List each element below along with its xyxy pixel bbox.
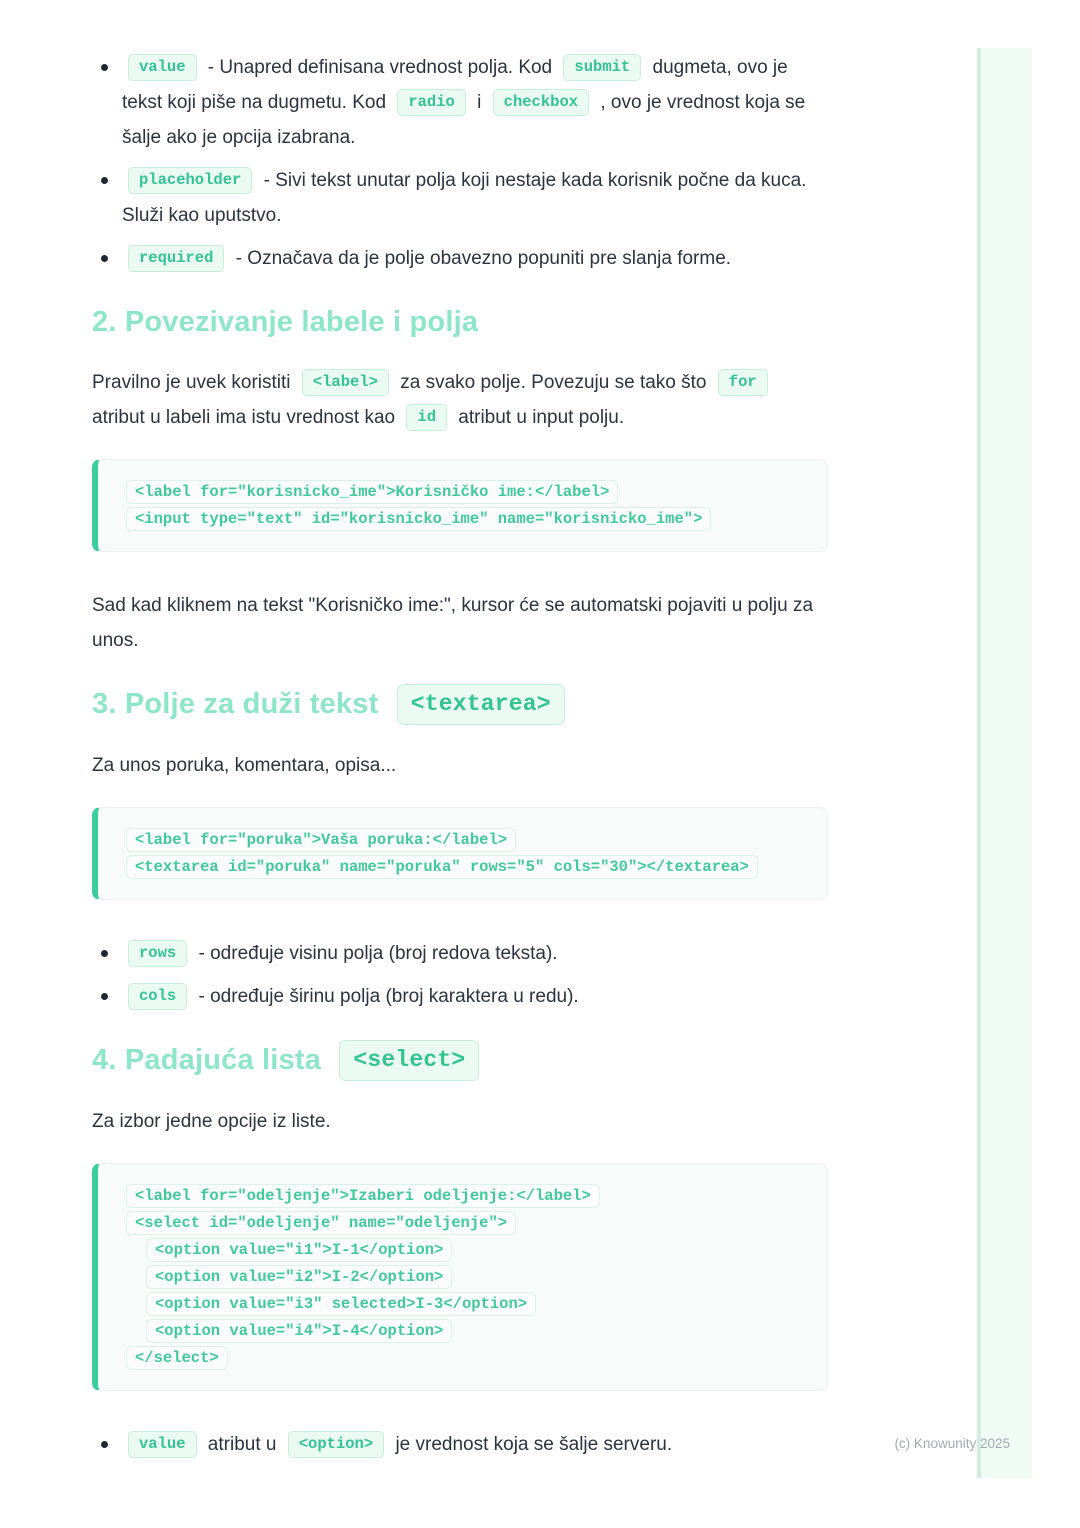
code-line-text: <select id="odeljenje" name="odeljenje"> xyxy=(126,1211,516,1235)
bullet-placeholder-attribute xyxy=(92,163,828,233)
text-run: 4. Padajuća lista xyxy=(92,1044,322,1076)
code-line-text: <option value="i3" selected>I-3</option> xyxy=(146,1292,536,1316)
inline-code-badge: cols xyxy=(128,983,187,1010)
section-heading-3 xyxy=(92,684,828,725)
document-content xyxy=(92,50,828,1470)
text-run: Za izbor jedne opcije iz liste. xyxy=(92,1111,331,1132)
text-run: - Označava da je polje obavezno popuniti pre slanja forme. xyxy=(235,248,732,269)
text-run: Pravilno je uvek koristiti xyxy=(92,372,291,393)
paragraph-label-click xyxy=(92,588,828,658)
text-run: - određuje visinu polja (broj redova teksta). xyxy=(198,943,558,964)
code-block-label-input xyxy=(92,459,828,552)
inline-code-badge: for xyxy=(718,369,768,396)
inline-code-badge: placeholder xyxy=(128,167,252,194)
text-run: , ovo je vrednost koja se šalje ako je opcija izabrana. xyxy=(122,92,806,148)
bullet-value-attribute xyxy=(92,50,828,155)
bullet-dot xyxy=(101,177,108,184)
text-run: atribut u input polju. xyxy=(458,407,625,428)
text-run: atribut u xyxy=(207,1434,277,1455)
text-run: 2. Povezivanje labele i polja xyxy=(92,306,479,338)
text-run: Sad kad kliknem na tekst "Korisničko ime:", kursor će se automatski pojaviti u polju za unos. xyxy=(92,595,814,651)
inline-code-badge: <label> xyxy=(302,369,389,396)
code-line xyxy=(126,1346,799,1370)
bullet-rows-attribute xyxy=(92,936,828,971)
text-run: za svako polje. Povezuju se tako što xyxy=(400,372,707,393)
inline-code-badge: rows xyxy=(128,940,187,967)
code-line xyxy=(126,1265,799,1289)
paragraph-label-intro xyxy=(92,365,828,435)
page-edge-strip xyxy=(977,48,1032,1478)
code-line-text: <option value="i2">I-2</option> xyxy=(146,1265,452,1289)
inline-code-badge: required xyxy=(128,245,224,272)
bullet-dot xyxy=(101,64,108,71)
code-line xyxy=(126,855,799,879)
code-line-text: <textarea id="poruka" name="poruka" rows="5" cols="30"></textarea> xyxy=(126,855,758,879)
code-line xyxy=(126,507,799,531)
code-line xyxy=(126,480,799,504)
inline-code-badge: submit xyxy=(563,54,641,81)
inline-code-badge: <textarea> xyxy=(397,684,565,725)
text-run: Za unos poruka, komentara, opisa... xyxy=(92,755,397,776)
code-line xyxy=(126,1319,799,1343)
code-line-text: <option value="i4">I-4</option> xyxy=(146,1319,452,1343)
code-line xyxy=(126,828,799,852)
paragraph-select-intro xyxy=(92,1104,828,1139)
bullet-dot xyxy=(101,993,108,1000)
bullet-cols-attribute xyxy=(92,979,828,1014)
code-line xyxy=(126,1238,799,1262)
inline-code-badge: checkbox xyxy=(493,89,589,116)
text-run: atribut u labeli ima istu vrednost kao xyxy=(92,407,396,428)
section-heading-2 xyxy=(92,302,828,342)
code-line-text: <option value="i1">I-1</option> xyxy=(146,1238,452,1262)
text-run: - određuje širinu polja (broj karaktera u redu). xyxy=(198,986,579,1007)
inline-code-badge: value xyxy=(128,1431,197,1458)
text-run: dugmeta, ovo je tekst koji piše na dugmetu. Kod xyxy=(122,57,788,113)
inline-code-badge: <option> xyxy=(288,1431,384,1458)
code-line-text: </select> xyxy=(126,1346,228,1370)
bullet-option-value xyxy=(92,1427,828,1462)
inline-code-badge: radio xyxy=(397,89,466,116)
inline-code-badge: <select> xyxy=(339,1040,479,1081)
text-run: i xyxy=(477,92,482,113)
section-heading-4 xyxy=(92,1040,828,1081)
code-block-select xyxy=(92,1163,828,1391)
bullet-dot xyxy=(101,1441,108,1448)
bullet-required-attribute xyxy=(92,241,828,276)
code-line xyxy=(126,1211,799,1235)
code-line xyxy=(126,1184,799,1208)
code-line-text: <label for="korisnicko_ime">Korisničko ime:</label> xyxy=(126,480,618,504)
code-line-text: <input type="text" id="korisnicko_ime" name="korisnicko_ime"> xyxy=(126,507,711,531)
text-run: - Unapred definisana vrednost polja. Kod xyxy=(207,57,553,78)
text-run: 3. Polje za duži tekst xyxy=(92,688,379,720)
bullet-dot xyxy=(101,950,108,957)
inline-code-badge: id xyxy=(406,404,447,431)
code-block-textarea xyxy=(92,807,828,900)
footer-copyright: (c) Knowunity 2025 xyxy=(894,1436,1010,1451)
inline-code-badge: value xyxy=(128,54,197,81)
text-run: je vrednost koja se šalje serveru. xyxy=(395,1434,673,1455)
bullet-dot xyxy=(101,255,108,262)
code-line xyxy=(126,1292,799,1316)
code-line-text: <label for="poruka">Vaša poruka:</label> xyxy=(126,828,516,852)
text-run: - Sivi tekst unutar polja koji nestaje kada korisnik počne da kuca. Služi kao uputstvo. xyxy=(122,170,807,226)
code-line-text: <label for="odeljenje">Izaberi odeljenje:</label> xyxy=(126,1184,600,1208)
paragraph-textarea-intro xyxy=(92,748,828,783)
